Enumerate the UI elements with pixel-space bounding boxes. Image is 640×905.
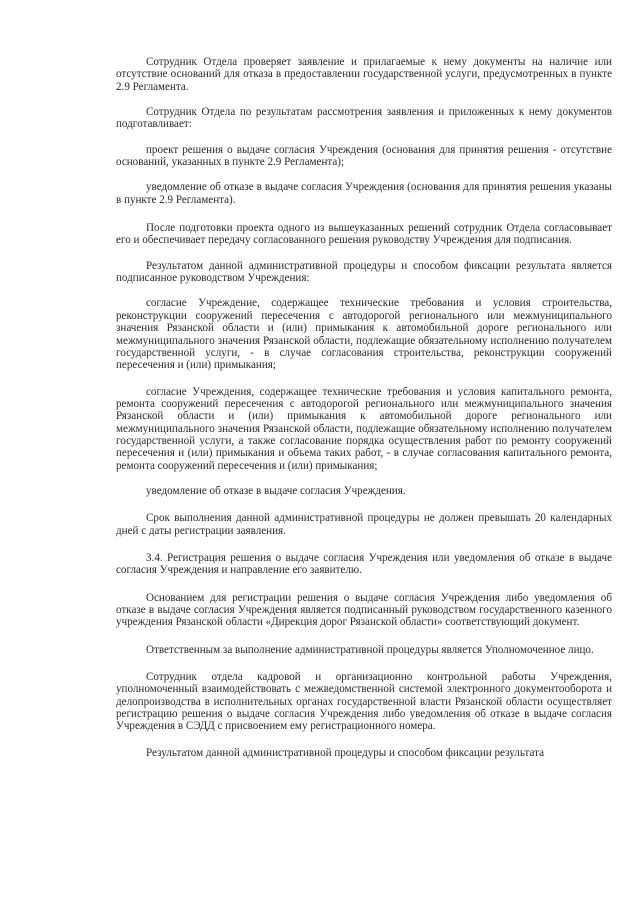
paragraph-consent-construction: согласие Учреждение, содержащее технические требования и условия строительства, реконструкции сооружений пересечения с автодорогой регионального или межмуниципального значения Рязанской области и (или) примыкания к автомобильной дороге регионального или межмуниципального значения Рязанской области, подлежащие обязательному исполнению получателем государственной услуги, - в случае согласования строительства, реконструкции сооружений пересечения и (или) примыкания; (116, 297, 612, 372)
document-page (116, 56, 612, 759)
paragraph-consent-repair: согласие Учреждения, содержащее технические требования и условия капитального ремонта, ремонта сооружений пересечения с автодорогой регионального или межмуниципального значения Рязанской области и (или) примыкания к автомобильной дороге регионального или межмуниципального значения Рязанской области, подлежащие обязательному исполнению получателем государственной услуги, а также согласование порядка осуществления работ по ремонту сооружений пересечения и (или) примыкания и объема таких работ, - в случае согласования капитального ремонта, ремонта сооружений пересечения и (или) примыкания; (116, 385, 612, 472)
paragraph-refusal-notice: уведомление об отказе в выдаче согласия Учреждения (основания для принятия решения указаны в пункте 2.9 Регламента). (116, 181, 612, 206)
paragraph-deadline: Срок выполнения данной административной процедуры не должен превышать 20 календарных дней с даты регистрации заявления. (116, 512, 612, 537)
paragraph-basis: Основанием для регистрации решения о выдаче согласия Учреждения либо уведомления об отказе в выдаче согласия Учреждения является подписанный руководством государственного казенного учреждения Рязанской области «Дирекция дорог Рязанской области» соответствующий документ. (116, 591, 612, 629)
paragraph-responsible: Ответственным за выполнение административной процедуры является Уполномоченное лицо. (146, 643, 594, 656)
paragraph-refusal-short: уведомление об отказе в выдаче согласия Учреждения. (146, 484, 406, 497)
paragraph-prepares: Сотрудник Отдела по результатам рассмотрения заявления и приложенных к нему документов подготавливает: (116, 106, 612, 131)
paragraph-draft-decision: проект решения о выдаче согласия Учреждения (основания для принятия решения - отсутствие оснований, указанных в пункте 2.9 Регламента); (116, 143, 612, 169)
paragraph-result-tail: Результатом данной административной процедуры и способом фиксации результата (146, 746, 544, 759)
paragraph-review: Сотрудник Отдела проверяет заявление и прилагаемые к нему документы на наличие или отсутствие оснований для отказа в предоставлении государственной услуги, предусмотренных в пункте 2.9 Регламента. (116, 56, 612, 93)
paragraph-registration: Сотрудник отдела кадровой и организационно контрольной работы Учреждения, уполномоченный взаимодействовать с межведомственной системой электронного документооборота и делопроизводства в исполнительных органах государственной власти Рязанской области осуществляет регистрацию решения о выдаче согласия Учреждения либо уведомления об отказе в выдаче согласия Учреждения в СЭДД с присвоением ему регистрационного номера. (116, 671, 612, 733)
paragraph-result-intro: Результатом данной административной процедуры и способом фиксации результата является подписанное руководством Учреждения: (116, 259, 612, 285)
paragraph-section-3-4: 3.4. Регистрация решения о выдаче согласия Учреждения или уведомления об отказе в выдаче согласия Учреждения и направление его заявителю. (116, 551, 612, 577)
paragraph-approval: После подготовки проекта одного из вышеуказанных решений сотрудник Отдела согласовывает его и обеспечивает передачу согласованного решения руководству Учреждения для подписания. (116, 222, 612, 247)
